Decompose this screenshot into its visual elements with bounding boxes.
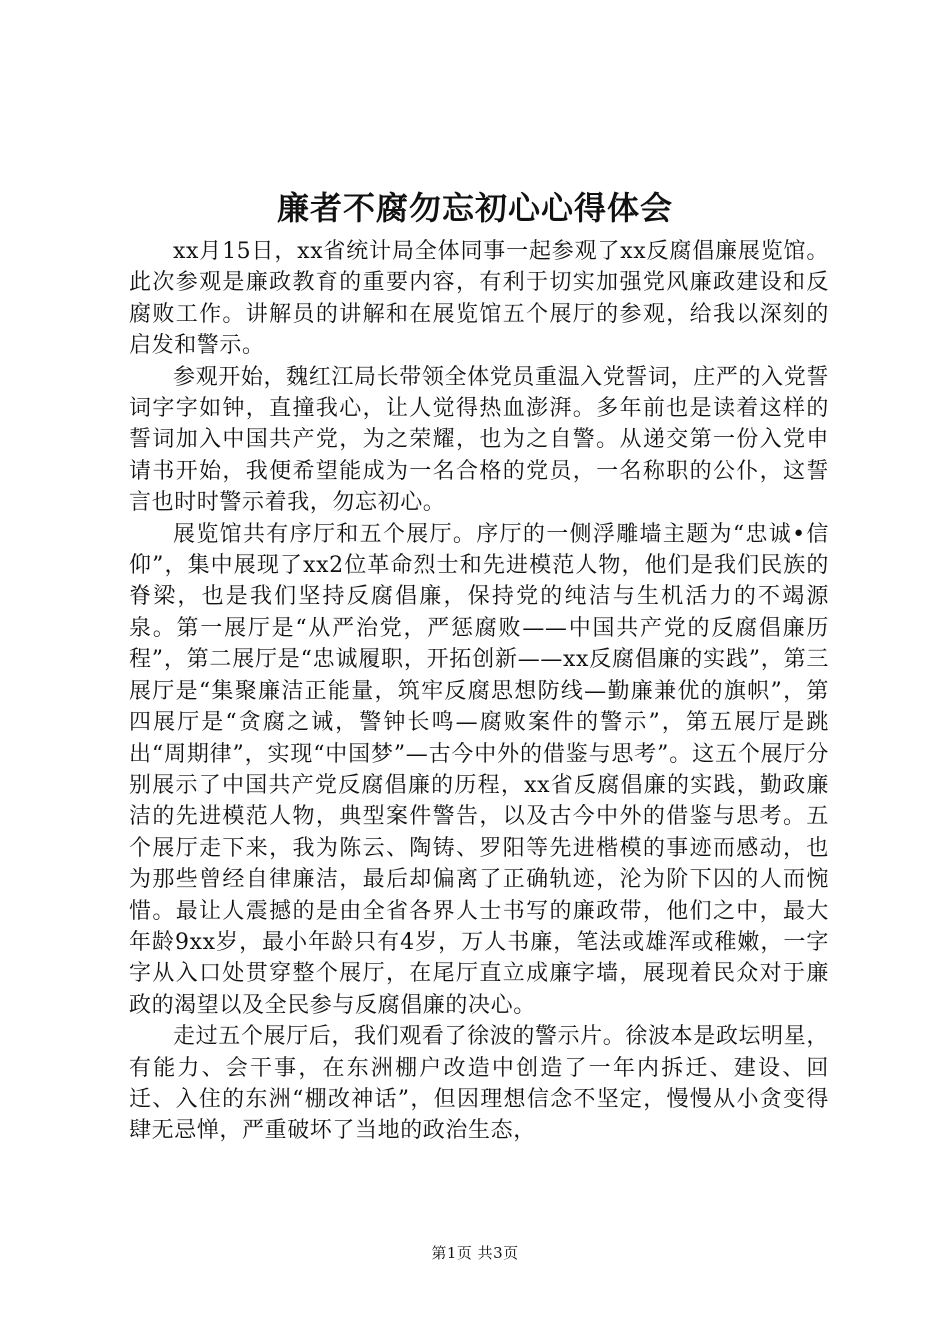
paragraph-2: 参观开始，魏红江局长带领全体党员重温入党誓词，庄严的入党誓词字字如钟，直撞我心，让人觉得热血澎湃。多年前也是读着这样的誓词加入中国共产党，为之荣耀，也为之自警。从递交第一份入党申请书开始，我便希望能成为一名合格的党员，一名称职的公仆，这誓言也时时警示着我，勿忘初心。 — [129, 364, 829, 516]
paragraph-3: 展览馆共有序厅和五个展厅。序厅的一侧浮雕墙主题为“忠诚•信仰”，集中展现了xx2位革命烈士和先进模范人物，他们是我们民族的脊梁，也是我们坚持反腐倡廉，保持党的纯洁与生机活力的不竭源泉。第一展厅是“从严治党，严惩腐败——中国共产党的反腐倡廉历程”，第二展厅是“忠诚履职，开拓创新——xx反腐倡廉的实践”，第三展厅是“集聚廉洁正能量，筑牢反腐思想防线—勤廉兼优的旗帜”，第四展厅是“贪腐之诫，警钟长鸣—腐败案件的警示”，第五展厅是跳出“周期律”，实现“中国梦”—古今中外的借鉴与思考”。这五个展厅分别展示了中国共产党反腐倡廉的历程，xx省反腐倡廉的实践，勤政廉洁的先进模范人物，典型案件警告，以及古今中外的借鉴与思考。五个展厅走下来，我为陈云、陶铸、罗阳等先进楷模的事迹而感动，也为那些曾经自律廉洁，最后却偏离了正确轨迹，沦为阶下囚的人而惋惜。最让人震撼的是由全省各界人士书写的廉政带，他们之中，最大年龄9xx岁，最小年龄只有4岁，万人书廉，笔法或雄浑或稚嫩，一字字从入口处贯穿整个展厅，在尾厅直立成廉字墙，展现着民众对于廉政的渴望以及全民参与反腐倡廉的决心。 — [129, 521, 829, 1018]
paragraph-1: xx月15日，xx省统计局全体同事一起参观了xx反腐倡廉展览馆。此次参观是廉政教育的重要内容，有利于切实加强党风廉政建设和反腐败工作。讲解员的讲解和在展览馆五个展厅的参观，给我以深刻的启发和警示。 — [129, 239, 829, 359]
page-footer: 第1页 共3页 — [431, 1244, 519, 1262]
paragraph-4: 走过五个展厅后，我们观看了徐波的警示片。徐波本是政坛明星，有能力、会干事，在东洲棚户改造中创造了一年内拆迁、建设、回迁、入住的东洲“棚改神话”，但因理想信念不坚定，慢慢从小贪变得肆无忌惮，严重破坏了当地的政治生态， — [129, 1024, 829, 1144]
document-title: 廉者不腐勿忘初心心得体会 — [276, 189, 673, 227]
document-body — [129, 236, 829, 1147]
